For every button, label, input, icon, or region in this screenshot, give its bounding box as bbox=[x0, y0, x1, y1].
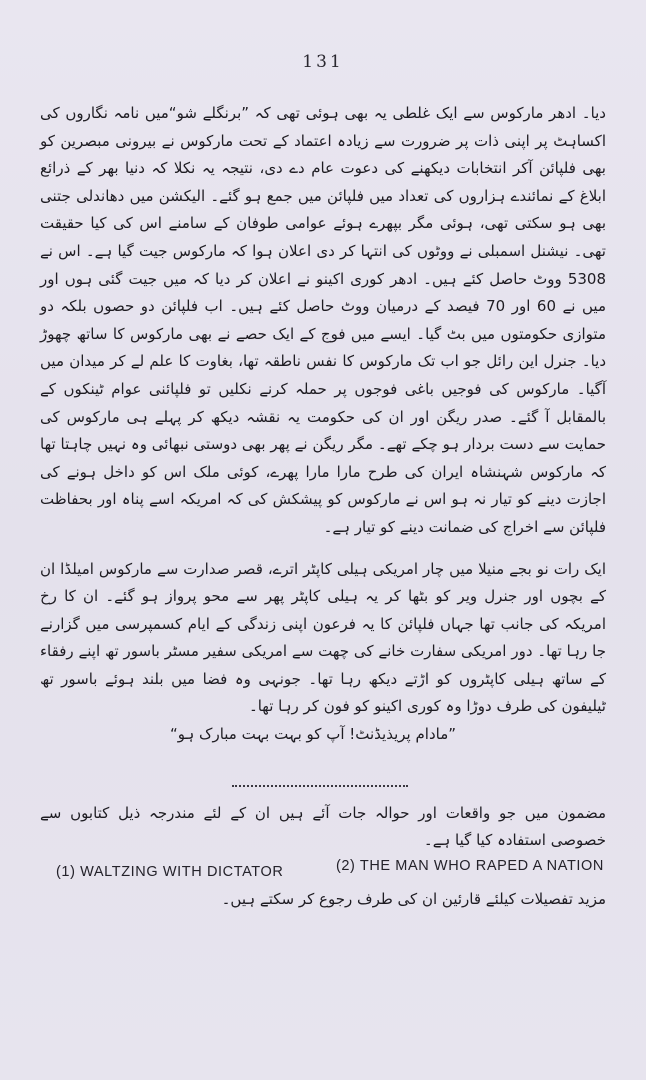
main-text bbox=[40, 100, 606, 749]
sources-note bbox=[40, 800, 606, 854]
page-number: 131 bbox=[302, 52, 344, 72]
quote-line: ”مادام پریذیڈنٹ! آپ کو بہت بہت مبارک ہو“ bbox=[169, 725, 456, 744]
book-references bbox=[56, 858, 604, 882]
dotted-separator bbox=[232, 785, 408, 787]
book-reference-2: (2) THE MAN WHO RAPED A NATION bbox=[335, 858, 604, 874]
sources-note-text: مضمون میں جو واقعات اور حوالہ جات آئے ہیں ان کے لئے مندرجہ ذیل کتابوں سے خصوصی استفادہ کیا گیا ہے۔ bbox=[40, 804, 606, 849]
paragraph-1: دیا۔ ادھر مارکوس سے ایک غلطی یہ بھی ہوئی تھی کہ ”برنگلے شو“میں نامہ نگاروں کی اکساہٹ پر اپنی ذات پر ضرورت سے زیادہ اعتماد کے تحت مارکوس نے بیرونی مبصرین کو بھی فلپائن آکر انتخابات دیکھنے کی دعوت عام دے دی، نتیجہ یہ نکلا کہ دنیا بھر کے ذرائع ابلاغ کے نمائندے ہزاروں کی تعداد میں فلپائن میں جمع ہو گئے۔ الیکشن میں دھاندلی جتنی بھی ہو سکتی تھی، ہوئی مگر بپھرے ہوئے عوامی طوفان کے سامنے اس کی کیا حقیقت تھی۔ نیشنل اسمبلی نے ووٹوں کی انتہا کر دی اعلان ہوا کہ مارکوس جیت گیا ہے۔ اس نے 5308 ووٹ حاصل کئے ہیں۔ ادھر کوری اکینو نے اعلان کر دیا کہ میں جیت گئی ہوں اور میں نے 60 اور 70 فیصد کے درمیان ووٹ حاصل کئے ہیں۔ اب فلپائن دو حصوں بلکہ دو متوازی حکومتوں میں بٹ گیا۔ ایسے میں فوج کے ایک حصے نے بھی مارکوس کا ساتھ چھوڑ دیا۔ جنرل این رائل جو اب تک مارکوس کا نفس ناطقہ تھا، بغاوت کا علم لے کر میدان میں آگیا۔ مارکوس کی فوجیں باغی فوجوں پر حملہ کرنے نکلیں تو فلپائنی عوام ٹینکوں کے بالمقابل آ گئے۔ صدر ریگن اور ان کی حکومت یہ نقشہ دیکھ کر پہلے ہی مارکوس کی حمایت سے دست بردار ہو چکے تھے۔ مگر ریگن نے پھر بھی دوستی نبھائی وہ نہیں چاہتا تھا کہ مارکوس شہنشاہ ایران کی طرح مارا مارا پھرے، کوئی ملک اس کو داخل ہونے کی اجازت دینے کو تیار نہ ہو اس نے مارکوس کو پیشکش کی کہ امریکہ اسے پناہ اور بحفاظت فلپائن سے اخراج کی ضمانت دینے کو تیار ہے۔ bbox=[40, 104, 606, 536]
book-reference-1: (1) WALTZING WITH DICTATOR bbox=[56, 864, 284, 880]
closing-line: مزید تفصیلات کیلئے قارئین ان کی طرف رجوع کر سکتے ہیں۔ bbox=[221, 890, 606, 908]
paragraph-2: ایک رات نو بجے منیلا میں چار امریکی ہیلی کاپٹر اترے، قصر صدارت سے مارکوس امیلڈا ان کے بچوں اور جنرل ویر کو بٹھا کر یہ ہیلی کاپٹر پھر سے محو پرواز ہو گئے۔ ان کا رخ امریکہ کی جانب تھا جہاں فلپائن کا یہ فرعون اپنی زندگی کے ایام کسمپرسی میں گزارنے جا رہا تھا۔ دور امریکی سفارت خانے کی چھت سے امریکی سفیر مسٹر باسور تھ اپنے رفقاء کے ساتھ ہیلی کاپٹروں کو اڑتے دیکھ رہا تھا۔ جونہی وہ فضا میں بلند ہوئے باسور تھ ٹیلیفون کی طرف دوڑا وہ کوری اکینو کو فون کر رہا تھا۔ bbox=[40, 559, 606, 716]
